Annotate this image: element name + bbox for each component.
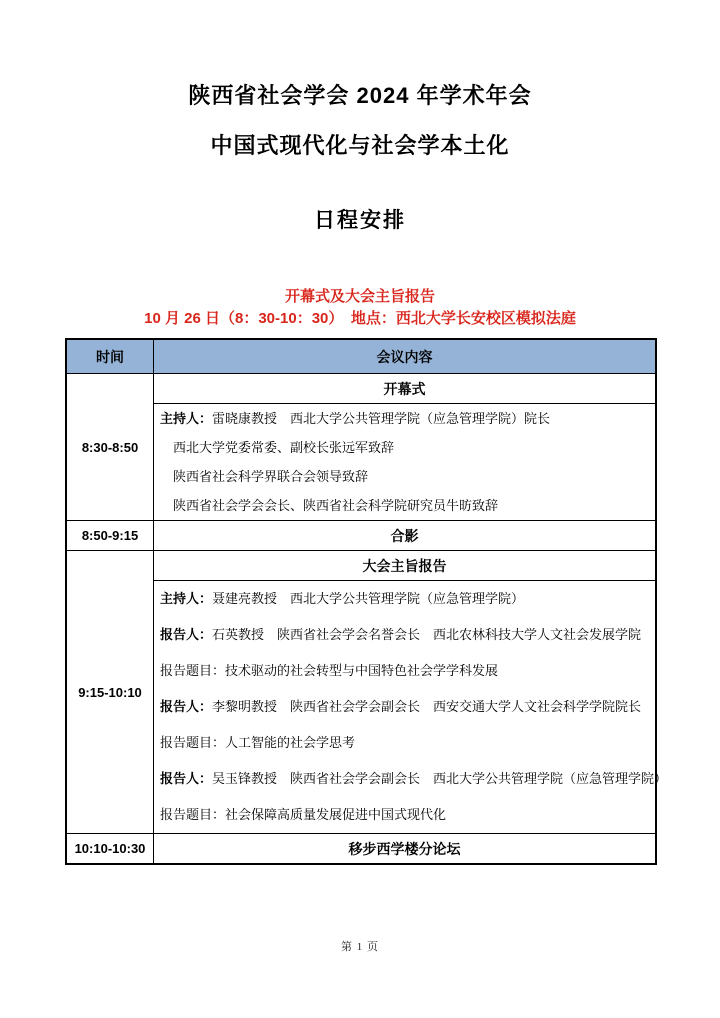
conference-title-line2: 中国式现代化与社会学本土化	[210, 133, 510, 158]
line-label: 报告人：	[160, 771, 213, 786]
schedule-line	[154, 404, 655, 433]
time-cell: 8:50-9:15	[66, 521, 154, 551]
header-cell-content: 会议内容	[154, 339, 657, 374]
time-cell: 9:15-10:10	[66, 551, 154, 834]
schedule-line: 报告题目：社会保障高质量发展促进中国式现代化	[160, 807, 447, 822]
header-cell-time: 时间	[66, 339, 154, 374]
schedule-line	[154, 689, 655, 725]
line-text: 李黎明教授 陕西省社会学会副会长 西安交通大学人文社会科学学院院长	[212, 699, 642, 714]
line-label: 报告人：	[160, 627, 213, 642]
table-row	[66, 834, 656, 865]
session-title: 开幕式及大会主旨报告	[284, 288, 435, 305]
section-title-cell: 开幕式	[154, 374, 657, 404]
agenda-title: 日程安排	[314, 209, 406, 232]
line-text: 聂建亮教授 西北大学公共管理学院（应急管理学院）	[212, 591, 525, 606]
schedule-line	[154, 761, 668, 797]
time-cell: 8:30-8:50	[66, 374, 154, 521]
table-header-row	[66, 339, 656, 374]
table-row	[66, 404, 656, 521]
table-row	[66, 581, 656, 834]
time-cell: 10:10-10:30	[66, 834, 154, 865]
schedule-line	[154, 581, 655, 617]
schedule-line: 报告题目：技术驱动的社会转型与中国特色社会学学科发展	[160, 663, 499, 678]
content-cell	[154, 404, 657, 521]
document-header	[0, 0, 720, 234]
schedule-line	[154, 617, 655, 653]
page-number: 第 1 页	[341, 941, 379, 953]
line-label: 报告人：	[160, 699, 213, 714]
schedule-line: 报告题目：人工智能的社会学思考	[160, 735, 356, 750]
table-row	[66, 374, 656, 404]
line-text: 吴玉锋教授 陕西省社会学会副会长 西北大学公共管理学院（应急管理学院）	[212, 771, 668, 786]
conference-title-line1: 陕西省社会学会 2024 年学术年会	[188, 83, 532, 108]
section-title-cell: 大会主旨报告	[154, 551, 657, 581]
schedule-line: 西北大学党委常委、副校长张远军致辞	[173, 440, 395, 455]
section-title-cell: 移步西学楼分论坛	[154, 834, 657, 865]
line-label: 主持人：	[160, 591, 213, 606]
table-row	[66, 521, 656, 551]
schedule-table	[65, 338, 668, 865]
session-datetime-location: 10 月 26 日（8：30-10：30） 地点：西北大学长安校区模拟法庭	[144, 310, 576, 327]
content-cell	[154, 581, 668, 834]
line-label: 主持人：	[160, 411, 213, 426]
section-title-cell: 合影	[154, 521, 657, 551]
table-row	[66, 551, 656, 581]
line-text: 石英教授 陕西省社会学会名誉会长 西北农林科技大学人文社会发展学院	[212, 627, 642, 642]
session-heading	[0, 286, 720, 330]
schedule-line: 陕西省社会科学界联合会领导致辞	[173, 469, 369, 484]
line-text: 雷晓康教授 西北大学公共管理学院（应急管理学院）院长	[212, 411, 551, 426]
schedule-line: 陕西省社会学会会长、陕西省社会科学院研究员牛昉致辞	[173, 498, 499, 513]
